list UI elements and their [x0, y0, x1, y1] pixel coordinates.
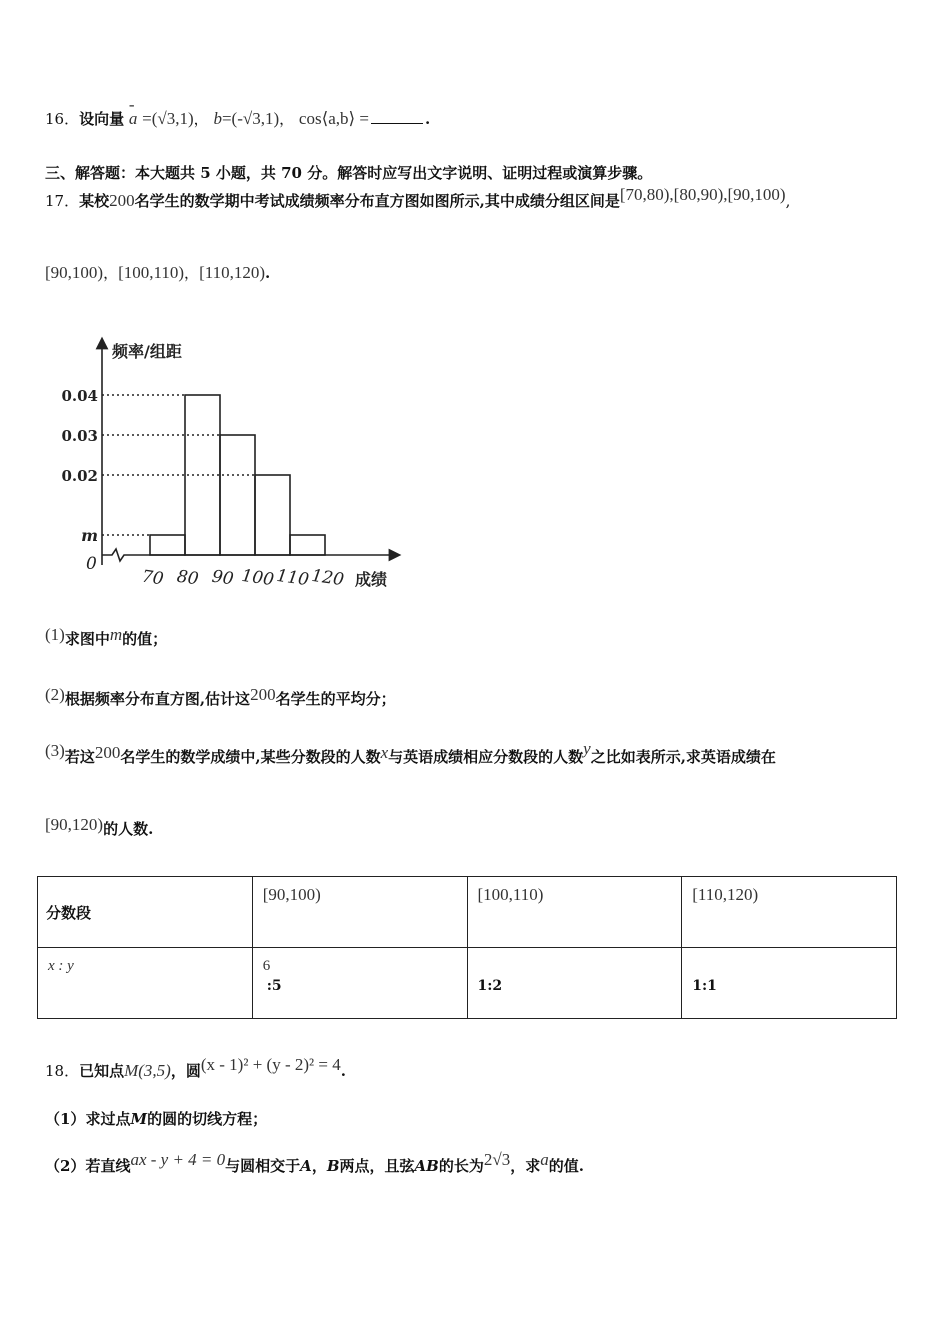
q17-interval-3: ,[90,100): [723, 185, 786, 204]
q16-number: 16．: [45, 110, 80, 128]
q18-sub2-text3: 两点，且弦: [339, 1157, 415, 1175]
q18-text2: ，圆: [170, 1062, 201, 1080]
q17-line2: [45, 262, 270, 283]
table-interval-cell: [90,100): [252, 877, 467, 948]
q17-interval-4: [90,100): [45, 263, 104, 282]
q17-interval-1: [70,80): [619, 185, 670, 204]
q16-vec-a: a -: [128, 95, 138, 128]
y-axis-title: 频率/组距: [112, 342, 182, 361]
histogram-bar: [255, 475, 290, 555]
q18-point: M(3,5): [124, 1061, 171, 1080]
histogram-bar: [220, 435, 255, 555]
q17-sub1-text1: 求图中: [64, 630, 110, 648]
table-ratio-label: x : y: [38, 948, 253, 1019]
q17-sub1-num: (1): [45, 625, 65, 644]
q16-sep1: ，: [193, 110, 209, 128]
q17-text1: 某校: [79, 192, 110, 210]
q16-end: .: [424, 110, 431, 128]
q17-line1: [45, 185, 791, 211]
q17-number: 17．: [45, 192, 80, 210]
q18-sub1-M: M: [130, 1110, 148, 1128]
q17-line2-end: .: [265, 264, 271, 282]
x-tick-label: 120: [310, 565, 346, 591]
q17-sub2-text2: 名学生的平均分；: [275, 690, 396, 708]
q17-sep-a: ，: [103, 264, 119, 282]
x-tick-label: 110: [275, 565, 311, 591]
q18-sub1-text2: 的圆的切线方程；: [147, 1110, 268, 1128]
table-interval-cell: [100,110): [467, 877, 682, 948]
histogram-chart: [61, 335, 430, 595]
q18-circle: (x - 1)² + (y - 2)² = 4: [200, 1055, 341, 1074]
q17-sub2-num: (2): [45, 685, 65, 704]
q17-sub2-count: 200: [250, 685, 276, 704]
q16-vec-b-expr: =(-√3,1): [221, 109, 280, 128]
table-interval-cell: [110,120): [682, 877, 897, 948]
q16-cos-expr: cos⟨a,b⟩ =: [298, 109, 369, 128]
histogram-bar: [290, 535, 325, 555]
q16-vec-b: b: [213, 109, 222, 128]
q17-sub2: [45, 685, 396, 709]
q18-sub1-num: （1）: [45, 1110, 86, 1128]
q17-sub3-count: 200: [94, 743, 121, 762]
q17-interval-6: [110,120): [199, 263, 266, 282]
q17-interval-sep: ,: [785, 192, 791, 210]
histogram-bar: [150, 535, 185, 555]
q16-line: [45, 95, 431, 129]
table-ratio-cell: 6 :5: [252, 948, 467, 1019]
q17-sub3: [45, 739, 776, 767]
q17-sub1: [45, 625, 168, 649]
q16-sep2: ，: [279, 110, 295, 128]
y-tick-label: 0.02: [61, 467, 98, 485]
q17-count: 200: [109, 191, 135, 210]
q18-sub2: [45, 1150, 584, 1176]
q18-sub1: [45, 1108, 267, 1129]
x-tick-label: 100: [240, 565, 276, 591]
ratio-table: [37, 876, 897, 1019]
q18-sub2-text1: 若直线: [85, 1157, 131, 1175]
table-ratio-cell: 1:2: [467, 948, 682, 1019]
q17-sub3-interval: [90,120): [45, 815, 104, 834]
q17-sub1-var: m: [109, 625, 123, 644]
q17-sub3-text5: 的人数.: [103, 820, 154, 838]
q17-sub3-y: y: [583, 739, 591, 758]
q18-end: .: [340, 1062, 346, 1080]
q18-sub2-text6: 的值.: [548, 1157, 584, 1175]
table-header-label: 分数段: [38, 877, 253, 948]
q18-sub1-text: 求过点: [85, 1110, 131, 1128]
origin-label: 0: [86, 554, 97, 574]
q18-point-A: A: [300, 1157, 312, 1175]
y-tick-label: 0.03: [61, 427, 98, 445]
q17-sub3-num: (3): [45, 741, 65, 760]
q18-length: 2√3: [483, 1150, 511, 1169]
q16-vec-a-expr: =(√3,1): [142, 109, 194, 128]
table-row: [38, 877, 897, 948]
q17-text2: 名学生的数学期中考试成绩频率分布直方图如图所示,其中成绩分组区间是: [134, 192, 620, 210]
x-axis-title: 成绩: [355, 570, 388, 589]
q17-sub3-text4: 之比如表所示,求英语成绩在: [590, 748, 776, 766]
q18-sub2-text5: ，求: [510, 1157, 541, 1175]
q17-sub3-text2: 名学生的数学成绩中,某些分数段的人数: [120, 748, 381, 766]
table-ratio-cell: 1:1: [682, 948, 897, 1019]
q17-sub3-line2: [45, 815, 154, 839]
q18-text1: 已知点: [79, 1062, 125, 1080]
x-tick-label: 70: [140, 566, 165, 590]
q17-sub2-text1: 根据频率分布直方图,估计这: [64, 690, 251, 708]
x-tick-label: 90: [210, 566, 235, 590]
q18-number: 18．: [45, 1062, 80, 1080]
q18-line-eq: ax - y + 4 = 0: [130, 1150, 226, 1169]
q16-answer-blank: [371, 111, 423, 124]
q17-interval-5: [100,110): [118, 263, 185, 282]
y-tick-label: m: [81, 526, 98, 545]
q17-sub3-text3: 与英语成绩相应分数段的人数: [388, 748, 584, 766]
q18-line: [45, 1055, 346, 1081]
section3-heading: 三、解答题：本大题共 5 小题，共 70 分。解答时应写出文字说明、证明过程或演算步骤。: [45, 164, 653, 182]
q18-sub2-num: （2）: [45, 1157, 86, 1175]
q18-comma: ，: [311, 1157, 327, 1175]
q17-sep-b: ，: [184, 264, 200, 282]
q17-interval-2: ,[80,90): [669, 185, 724, 204]
q17-sub3-text1: 若这: [64, 748, 95, 766]
q18-sub2-text4: 的长为: [438, 1157, 484, 1175]
x-tick-label: 80: [175, 566, 200, 590]
q18-chord-AB: AB: [414, 1157, 439, 1175]
q17-sub3-x: x: [380, 743, 389, 762]
table-row: [38, 948, 897, 1019]
q17-sub1-text2: 的值；: [122, 630, 168, 648]
q18-var-a: a: [540, 1150, 549, 1169]
q16-prefix: 设向量: [79, 110, 125, 128]
q18-point-B: B: [326, 1157, 340, 1175]
y-tick-label: 0.04: [61, 387, 98, 405]
q18-sub2-text2: 与圆相交于: [225, 1157, 301, 1175]
